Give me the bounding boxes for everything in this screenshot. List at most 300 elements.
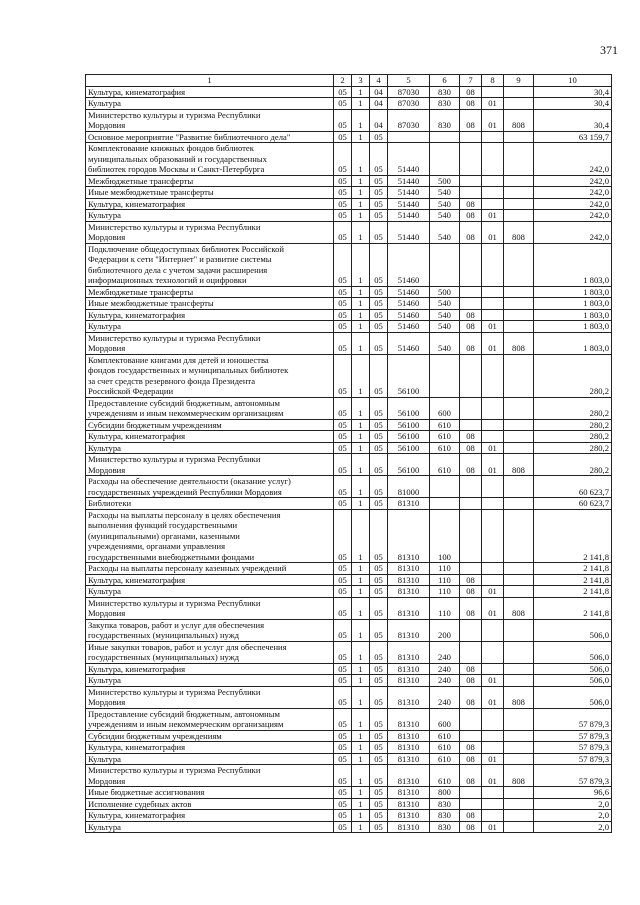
col-ministry-cell bbox=[504, 143, 534, 176]
table-row bbox=[86, 397, 612, 419]
col-expense-type-cell: 540 bbox=[430, 210, 460, 222]
col-expense-type-cell: 610 bbox=[430, 742, 460, 754]
col-3-cell: 1 bbox=[352, 787, 370, 799]
col-4-cell: 05 bbox=[370, 419, 388, 431]
table-row bbox=[86, 597, 612, 619]
col-ministry-cell bbox=[504, 742, 534, 754]
col-2-cell: 05 bbox=[334, 454, 352, 476]
table-row bbox=[86, 563, 612, 575]
table-row bbox=[86, 675, 612, 687]
col-ministry-cell: 808 bbox=[504, 686, 534, 708]
col-subsection-cell: 01 bbox=[482, 332, 504, 354]
table-header-row bbox=[86, 75, 612, 87]
col-subsection-cell bbox=[482, 143, 504, 176]
col-section-cell: 08 bbox=[460, 597, 482, 619]
col-ministry-cell bbox=[504, 708, 534, 730]
col-ministry-cell bbox=[504, 821, 534, 833]
col-4-cell: 05 bbox=[370, 286, 388, 298]
col-subsection-cell bbox=[482, 431, 504, 443]
col-subsection-cell bbox=[482, 309, 504, 321]
col-subsection-cell bbox=[482, 498, 504, 510]
col-header: 8 bbox=[482, 75, 504, 87]
col-4-cell: 05 bbox=[370, 787, 388, 799]
col-3-cell: 1 bbox=[352, 298, 370, 310]
col-4-cell: 05 bbox=[370, 597, 388, 619]
row-name-cell: Межбюджетные трансферты bbox=[86, 175, 334, 187]
table-row bbox=[86, 810, 612, 822]
amount-cell: 57 879,3 bbox=[534, 753, 612, 765]
row-name-cell: Министерство культуры и туризма Республики Мордовия bbox=[86, 454, 334, 476]
col-4-cell: 05 bbox=[370, 708, 388, 730]
col-expense-type-cell: 110 bbox=[430, 597, 460, 619]
col-ministry-cell bbox=[504, 619, 534, 641]
col-2-cell: 05 bbox=[334, 663, 352, 675]
col-section-cell: 08 bbox=[460, 663, 482, 675]
col-2-cell: 05 bbox=[334, 753, 352, 765]
col-subsection-cell: 01 bbox=[482, 321, 504, 333]
col-subsection-cell: 01 bbox=[482, 821, 504, 833]
amount-cell: 242,0 bbox=[534, 187, 612, 199]
table-row bbox=[86, 431, 612, 443]
col-section-cell: 08 bbox=[460, 442, 482, 454]
col-subsection-cell bbox=[482, 708, 504, 730]
col-4-cell: 05 bbox=[370, 563, 388, 575]
col-3-cell: 1 bbox=[352, 509, 370, 563]
col-ministry-cell bbox=[504, 431, 534, 443]
col-3-cell: 1 bbox=[352, 442, 370, 454]
table-row bbox=[86, 742, 612, 754]
col-subsection-cell bbox=[482, 476, 504, 498]
col-subsection-cell bbox=[482, 810, 504, 822]
col-target-cell: 51440 bbox=[388, 210, 430, 222]
col-header: 3 bbox=[352, 75, 370, 87]
col-target-cell: 81310 bbox=[388, 509, 430, 563]
col-subsection-cell bbox=[482, 730, 504, 742]
amount-cell: 60 623,7 bbox=[534, 476, 612, 498]
amount-cell: 280,2 bbox=[534, 397, 612, 419]
col-4-cell: 05 bbox=[370, 574, 388, 586]
col-section-cell bbox=[460, 641, 482, 663]
col-3-cell: 1 bbox=[352, 476, 370, 498]
col-ministry-cell bbox=[504, 286, 534, 298]
col-target-cell: 51460 bbox=[388, 298, 430, 310]
col-expense-type-cell bbox=[430, 354, 460, 397]
amount-cell: 280,2 bbox=[534, 419, 612, 431]
col-2-cell: 05 bbox=[334, 143, 352, 176]
amount-cell: 2,0 bbox=[534, 810, 612, 822]
col-subsection-cell bbox=[482, 509, 504, 563]
col-ministry-cell bbox=[504, 243, 534, 286]
col-4-cell: 05 bbox=[370, 298, 388, 310]
table-body bbox=[86, 86, 612, 833]
col-ministry-cell bbox=[504, 442, 534, 454]
col-expense-type-cell: 240 bbox=[430, 641, 460, 663]
col-section-cell: 08 bbox=[460, 454, 482, 476]
col-2-cell: 05 bbox=[334, 419, 352, 431]
col-expense-type-cell: 540 bbox=[430, 221, 460, 243]
table-row bbox=[86, 354, 612, 397]
col-4-cell: 05 bbox=[370, 321, 388, 333]
col-4-cell: 05 bbox=[370, 309, 388, 321]
col-target-cell: 81310 bbox=[388, 563, 430, 575]
col-ministry-cell bbox=[504, 753, 534, 765]
col-target-cell: 56100 bbox=[388, 442, 430, 454]
budget-table bbox=[85, 74, 612, 833]
col-4-cell: 05 bbox=[370, 476, 388, 498]
col-expense-type-cell: 610 bbox=[430, 419, 460, 431]
amount-cell: 96,6 bbox=[534, 787, 612, 799]
amount-cell: 280,2 bbox=[534, 442, 612, 454]
table-row bbox=[86, 641, 612, 663]
amount-cell: 2 141,8 bbox=[534, 586, 612, 598]
amount-cell: 506,0 bbox=[534, 641, 612, 663]
col-2-cell: 05 bbox=[334, 109, 352, 131]
row-name-cell: Предоставление субсидий бюджетным, автономным учреждениям и иным некоммерческим организациям bbox=[86, 708, 334, 730]
col-expense-type-cell: 600 bbox=[430, 708, 460, 730]
row-name-cell: Комплектование книгами для детей и юношества фондов государственных и муниципальных библиотек за счет средств резервного фонда Президента Российской Федерации bbox=[86, 354, 334, 397]
col-4-cell: 05 bbox=[370, 498, 388, 510]
col-section-cell: 08 bbox=[460, 675, 482, 687]
amount-cell: 30,4 bbox=[534, 109, 612, 131]
col-expense-type-cell: 610 bbox=[430, 431, 460, 443]
table-row bbox=[86, 143, 612, 176]
col-3-cell: 1 bbox=[352, 686, 370, 708]
row-name-cell: Расходы на выплаты персоналу казенных учреждений bbox=[86, 563, 334, 575]
col-4-cell: 05 bbox=[370, 210, 388, 222]
amount-cell: 57 879,3 bbox=[534, 765, 612, 787]
col-3-cell: 1 bbox=[352, 498, 370, 510]
col-ministry-cell bbox=[504, 563, 534, 575]
col-section-cell bbox=[460, 243, 482, 286]
col-expense-type-cell: 540 bbox=[430, 198, 460, 210]
amount-cell: 280,2 bbox=[534, 454, 612, 476]
col-4-cell: 04 bbox=[370, 109, 388, 131]
col-subsection-cell: 01 bbox=[482, 753, 504, 765]
row-name-cell: Подключение общедоступных библиотек Российской Федерации к сети "Интернет" и развитие системы библиотечного дела с учетом задачи расширения информационных технологий и оцифровки bbox=[86, 243, 334, 286]
table-row bbox=[86, 187, 612, 199]
col-4-cell: 05 bbox=[370, 730, 388, 742]
amount-cell: 506,0 bbox=[534, 663, 612, 675]
col-3-cell: 1 bbox=[352, 309, 370, 321]
col-expense-type-cell: 500 bbox=[430, 286, 460, 298]
col-ministry-cell bbox=[504, 321, 534, 333]
col-subsection-cell bbox=[482, 787, 504, 799]
table-row bbox=[86, 476, 612, 498]
col-ministry-cell bbox=[504, 86, 534, 98]
row-name-cell: Культура, кинематография bbox=[86, 86, 334, 98]
table-row bbox=[86, 210, 612, 222]
col-ministry-cell bbox=[504, 131, 534, 143]
row-name-cell: Субсидии бюджетным учреждениям bbox=[86, 730, 334, 742]
col-2-cell: 05 bbox=[334, 742, 352, 754]
col-section-cell: 08 bbox=[460, 332, 482, 354]
amount-cell: 1 803,0 bbox=[534, 321, 612, 333]
col-2-cell: 05 bbox=[334, 476, 352, 498]
col-target-cell: 51460 bbox=[388, 309, 430, 321]
col-3-cell: 1 bbox=[352, 563, 370, 575]
row-name-cell: Культура, кинематография bbox=[86, 810, 334, 822]
table-row bbox=[86, 298, 612, 310]
amount-cell: 242,0 bbox=[534, 143, 612, 176]
col-4-cell: 04 bbox=[370, 98, 388, 110]
col-target-cell: 51460 bbox=[388, 243, 430, 286]
col-3-cell: 1 bbox=[352, 198, 370, 210]
col-2-cell: 05 bbox=[334, 187, 352, 199]
col-subsection-cell bbox=[482, 574, 504, 586]
table-row bbox=[86, 586, 612, 598]
col-subsection-cell: 01 bbox=[482, 442, 504, 454]
col-expense-type-cell: 800 bbox=[430, 787, 460, 799]
col-ministry-cell bbox=[504, 586, 534, 598]
col-4-cell: 05 bbox=[370, 221, 388, 243]
col-ministry-cell bbox=[504, 730, 534, 742]
col-3-cell: 1 bbox=[352, 753, 370, 765]
col-target-cell: 56100 bbox=[388, 419, 430, 431]
col-expense-type-cell: 540 bbox=[430, 298, 460, 310]
col-header: 2 bbox=[334, 75, 352, 87]
col-expense-type-cell: 240 bbox=[430, 675, 460, 687]
col-subsection-cell bbox=[482, 419, 504, 431]
col-section-cell: 08 bbox=[460, 753, 482, 765]
col-section-cell: 08 bbox=[460, 86, 482, 98]
col-target-cell: 51440 bbox=[388, 221, 430, 243]
col-2-cell: 05 bbox=[334, 397, 352, 419]
col-target-cell: 81310 bbox=[388, 686, 430, 708]
col-target-cell: 56100 bbox=[388, 354, 430, 397]
row-name-cell: Иные межбюджетные трансферты bbox=[86, 298, 334, 310]
col-ministry-cell: 808 bbox=[504, 109, 534, 131]
table-row bbox=[86, 454, 612, 476]
col-expense-type-cell bbox=[430, 498, 460, 510]
col-3-cell: 1 bbox=[352, 243, 370, 286]
col-target-cell: 81310 bbox=[388, 742, 430, 754]
col-3-cell: 1 bbox=[352, 619, 370, 641]
amount-cell: 280,2 bbox=[534, 431, 612, 443]
col-section-cell: 08 bbox=[460, 574, 482, 586]
col-section-cell bbox=[460, 298, 482, 310]
col-subsection-cell bbox=[482, 798, 504, 810]
col-section-cell: 08 bbox=[460, 309, 482, 321]
row-name-cell: Культура bbox=[86, 321, 334, 333]
table-row bbox=[86, 619, 612, 641]
col-subsection-cell bbox=[482, 243, 504, 286]
col-target-cell: 56100 bbox=[388, 454, 430, 476]
col-target-cell: 81310 bbox=[388, 708, 430, 730]
col-ministry-cell: 808 bbox=[504, 765, 534, 787]
col-expense-type-cell bbox=[430, 131, 460, 143]
col-4-cell: 05 bbox=[370, 354, 388, 397]
col-target-cell: 81310 bbox=[388, 597, 430, 619]
col-4-cell: 05 bbox=[370, 198, 388, 210]
col-target-cell: 51440 bbox=[388, 198, 430, 210]
col-section-cell: 08 bbox=[460, 198, 482, 210]
col-2-cell: 05 bbox=[334, 574, 352, 586]
col-expense-type-cell bbox=[430, 243, 460, 286]
col-ministry-cell bbox=[504, 663, 534, 675]
col-4-cell: 05 bbox=[370, 619, 388, 641]
col-ministry-cell bbox=[504, 98, 534, 110]
col-section-cell: 08 bbox=[460, 686, 482, 708]
row-name-cell: Культура, кинематография bbox=[86, 309, 334, 321]
col-target-cell: 81310 bbox=[388, 641, 430, 663]
col-3-cell: 1 bbox=[352, 675, 370, 687]
col-expense-type-cell: 830 bbox=[430, 810, 460, 822]
col-2-cell: 05 bbox=[334, 821, 352, 833]
col-ministry-cell bbox=[504, 574, 534, 586]
col-3-cell: 1 bbox=[352, 798, 370, 810]
col-subsection-cell: 01 bbox=[482, 686, 504, 708]
col-ministry-cell bbox=[504, 187, 534, 199]
col-2-cell: 05 bbox=[334, 597, 352, 619]
row-name-cell: Культура, кинематография bbox=[86, 574, 334, 586]
col-expense-type-cell: 830 bbox=[430, 109, 460, 131]
col-expense-type-cell: 610 bbox=[430, 442, 460, 454]
col-subsection-cell bbox=[482, 742, 504, 754]
row-name-cell: Культура, кинематография bbox=[86, 663, 334, 675]
col-2-cell: 05 bbox=[334, 675, 352, 687]
col-subsection-cell: 01 bbox=[482, 109, 504, 131]
col-expense-type-cell: 100 bbox=[430, 509, 460, 563]
col-3-cell: 1 bbox=[352, 730, 370, 742]
row-name-cell: Министерство культуры и туризма Республики Мордовия bbox=[86, 221, 334, 243]
col-target-cell: 81310 bbox=[388, 798, 430, 810]
col-2-cell: 05 bbox=[334, 332, 352, 354]
col-subsection-cell bbox=[482, 397, 504, 419]
col-ministry-cell bbox=[504, 419, 534, 431]
amount-cell: 2 141,8 bbox=[534, 563, 612, 575]
col-subsection-cell: 01 bbox=[482, 454, 504, 476]
row-name-cell: Министерство культуры и туризма Республики Мордовия bbox=[86, 686, 334, 708]
col-subsection-cell: 01 bbox=[482, 597, 504, 619]
col-2-cell: 05 bbox=[334, 198, 352, 210]
amount-cell: 2 141,8 bbox=[534, 597, 612, 619]
col-2-cell: 05 bbox=[334, 309, 352, 321]
col-ministry-cell bbox=[504, 175, 534, 187]
amount-cell: 242,0 bbox=[534, 175, 612, 187]
col-expense-type-cell: 610 bbox=[430, 730, 460, 742]
col-4-cell: 05 bbox=[370, 810, 388, 822]
col-section-cell bbox=[460, 730, 482, 742]
col-target-cell: 81310 bbox=[388, 675, 430, 687]
row-name-cell: Культура bbox=[86, 675, 334, 687]
col-4-cell: 05 bbox=[370, 243, 388, 286]
row-name-cell: Культура bbox=[86, 442, 334, 454]
col-2-cell: 05 bbox=[334, 442, 352, 454]
table-row bbox=[86, 663, 612, 675]
amount-cell: 242,0 bbox=[534, 198, 612, 210]
col-ministry-cell bbox=[504, 298, 534, 310]
col-2-cell: 05 bbox=[334, 686, 352, 708]
table-row bbox=[86, 98, 612, 110]
table-row bbox=[86, 221, 612, 243]
table-row bbox=[86, 286, 612, 298]
col-4-cell: 05 bbox=[370, 131, 388, 143]
col-target-cell: 51440 bbox=[388, 175, 430, 187]
col-section-cell bbox=[460, 143, 482, 176]
row-name-cell: Расходы на выплаты персоналу в целях обеспечения выполнения функций государственными (муниципальными) органами, казенными учреждениями, органами управления государственными внебюджетными фондами bbox=[86, 509, 334, 563]
row-name-cell: Культура, кинематография bbox=[86, 742, 334, 754]
col-expense-type-cell: 540 bbox=[430, 321, 460, 333]
row-name-cell: Министерство культуры и туризма Республики Мордовия bbox=[86, 109, 334, 131]
col-target-cell: 81310 bbox=[388, 730, 430, 742]
col-3-cell: 1 bbox=[352, 742, 370, 754]
amount-cell: 30,4 bbox=[534, 86, 612, 98]
col-header: 7 bbox=[460, 75, 482, 87]
row-name-cell: Культура, кинематография bbox=[86, 198, 334, 210]
row-name-cell: Межбюджетные трансферты bbox=[86, 286, 334, 298]
col-3-cell: 1 bbox=[352, 708, 370, 730]
row-name-cell: Комплектование книжных фондов библиотек муниципальных образований и государственных библиотек городов Москвы и Санкт-Петербурга bbox=[86, 143, 334, 176]
col-header: 9 bbox=[504, 75, 534, 87]
col-expense-type-cell: 830 bbox=[430, 98, 460, 110]
col-section-cell: 08 bbox=[460, 765, 482, 787]
col-subsection-cell: 01 bbox=[482, 98, 504, 110]
row-name-cell: Субсидии бюджетным учреждениям bbox=[86, 419, 334, 431]
col-3-cell: 1 bbox=[352, 597, 370, 619]
col-4-cell: 05 bbox=[370, 397, 388, 419]
col-subsection-cell bbox=[482, 663, 504, 675]
col-section-cell bbox=[460, 131, 482, 143]
col-target-cell: 81310 bbox=[388, 619, 430, 641]
col-subsection-cell bbox=[482, 641, 504, 663]
row-name-cell: Предоставление субсидий бюджетным, автономным учреждениям и иным некоммерческим организациям bbox=[86, 397, 334, 419]
amount-cell: 60 623,7 bbox=[534, 498, 612, 510]
amount-cell: 506,0 bbox=[534, 686, 612, 708]
row-name-cell: Культура, кинематография bbox=[86, 431, 334, 443]
table-row bbox=[86, 175, 612, 187]
col-3-cell: 1 bbox=[352, 397, 370, 419]
col-2-cell: 05 bbox=[334, 175, 352, 187]
col-ministry-cell bbox=[504, 397, 534, 419]
col-4-cell: 05 bbox=[370, 742, 388, 754]
col-target-cell: 87030 bbox=[388, 86, 430, 98]
col-subsection-cell bbox=[482, 619, 504, 641]
col-target-cell: 81310 bbox=[388, 663, 430, 675]
amount-cell: 57 879,3 bbox=[534, 742, 612, 754]
col-4-cell: 05 bbox=[370, 586, 388, 598]
col-ministry-cell: 808 bbox=[504, 332, 534, 354]
col-3-cell: 1 bbox=[352, 109, 370, 131]
col-target-cell: 87030 bbox=[388, 109, 430, 131]
col-ministry-cell bbox=[504, 198, 534, 210]
amount-cell: 1 803,0 bbox=[534, 243, 612, 286]
col-4-cell: 05 bbox=[370, 675, 388, 687]
col-4-cell: 05 bbox=[370, 641, 388, 663]
col-2-cell: 05 bbox=[334, 765, 352, 787]
col-2-cell: 05 bbox=[334, 498, 352, 510]
col-section-cell bbox=[460, 354, 482, 397]
col-header: 1 bbox=[86, 75, 334, 87]
col-ministry-cell bbox=[504, 798, 534, 810]
col-target-cell: 81000 bbox=[388, 476, 430, 498]
col-target-cell: 51440 bbox=[388, 187, 430, 199]
col-4-cell: 05 bbox=[370, 332, 388, 354]
col-4-cell: 05 bbox=[370, 509, 388, 563]
col-3-cell: 1 bbox=[352, 354, 370, 397]
col-4-cell: 05 bbox=[370, 765, 388, 787]
col-2-cell: 05 bbox=[334, 243, 352, 286]
col-expense-type-cell: 110 bbox=[430, 586, 460, 598]
col-2-cell: 05 bbox=[334, 210, 352, 222]
col-subsection-cell: 01 bbox=[482, 765, 504, 787]
col-target-cell: 51460 bbox=[388, 321, 430, 333]
col-2-cell: 05 bbox=[334, 86, 352, 98]
col-expense-type-cell: 600 bbox=[430, 397, 460, 419]
col-target-cell: 81310 bbox=[388, 821, 430, 833]
col-2-cell: 05 bbox=[334, 321, 352, 333]
col-ministry-cell bbox=[504, 498, 534, 510]
col-expense-type-cell: 610 bbox=[430, 765, 460, 787]
